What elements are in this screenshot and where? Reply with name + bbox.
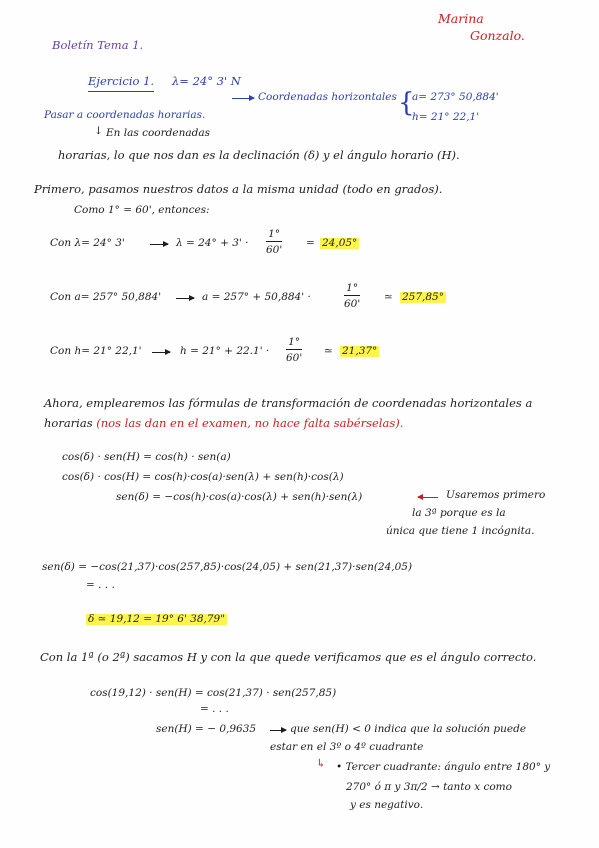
substitution-dots: = . . . [86, 579, 115, 591]
hour-angle-equation: cos(19,12) · sen(H) = cos(21,37) · sen(257,85) [90, 687, 337, 699]
fraction-numerator: 1° [344, 282, 360, 296]
step1-intro: Primero, pasamos nuestros datos a la misma unidad (todo en grados). [34, 182, 443, 196]
task-statement: Pasar a coordenadas horarias. [44, 109, 206, 121]
altitude-result: 21,37° [342, 345, 378, 357]
altitude-conversion-lhs: Con h= 21° 22,1' [50, 345, 142, 357]
arrow-lambda [150, 244, 168, 245]
formula-note-line3: única que tiene 1 incógnita. [386, 525, 535, 537]
page-title: Boletín Tema 1. [52, 38, 144, 52]
lambda-conversion-lhs: Con λ= 24° 3' [50, 237, 125, 249]
hook-arrow-icon: ↳ [316, 756, 326, 770]
exercise-label: Ejercicio 1. [88, 74, 155, 88]
arrow-altitude [152, 352, 170, 353]
horarias-word: horarias [44, 416, 93, 430]
author-last-name: Gonzalo. [470, 28, 525, 43]
author-first-name: Marina [438, 11, 484, 26]
bullet-line3: y es negativo. [350, 799, 424, 811]
azimuth-fraction [344, 282, 360, 310]
declination-result: δ ≃ 19,12 = 19° 6' 38,79" [88, 613, 226, 625]
approx-sign: ≃ [384, 291, 393, 303]
step2-intro-line1: Ahora, emplearemos las fórmulas de transformación de coordenadas horizontales a [44, 396, 533, 410]
altitude-given: h= 21° 22,1' [412, 111, 480, 123]
arrow-azimuth [176, 298, 194, 299]
transform-formula-3: sen(δ) = −cos(h)·cos(a)·cos(λ) + sen(h)·sen(λ) [116, 491, 363, 503]
arrow-to-horizontal [232, 98, 254, 99]
lambda-conversion-rhs: λ = 24° + 3' · [176, 237, 249, 249]
fraction-denominator: 60' [266, 244, 283, 256]
approx-sign: ≃ [324, 345, 333, 357]
transform-formula-1: cos(δ) · sen(H) = cos(h) · sen(a) [62, 451, 231, 463]
horizontal-coords-label: Coordenadas horizontales [258, 91, 397, 103]
formula-note-line1: Usaremos primero [446, 489, 546, 501]
conclusion-line1: que sen(H) < 0 indica que la solución puede [290, 723, 527, 735]
sin-H-result: sen(H) = − 0,9635 [156, 723, 257, 735]
fraction-denominator: 60' [344, 298, 361, 310]
arrow-conclusion [270, 730, 286, 731]
altitude-fraction [286, 336, 302, 364]
azimuth-result: 257,85° [402, 291, 444, 303]
hour-angle-dots: = . . . [200, 703, 229, 715]
note-line-2: horarias, lo que nos dan es la declinación (δ) y el ángulo horario (H). [58, 148, 460, 162]
down-arrow-icon: ↓ [94, 125, 103, 137]
azimuth-conversion-lhs: Con a= 257° 50,884' [50, 291, 162, 303]
azimuth-conversion-rhs: a = 257° + 50,884' · [202, 291, 311, 303]
step2-intro-line2 [44, 418, 403, 430]
lambda-given: λ= 24° 3' N [172, 74, 241, 88]
step3-intro: Con la 1ª (o 2ª) sacamos H y con la que quede verificamos que es el ángulo correcto. [40, 650, 537, 664]
fraction-denominator: 60' [286, 352, 303, 364]
exam-note: (nos las dan en el examen, no hace falta sabérselas). [96, 416, 404, 430]
formula-note-line2: la 3ª porque es la [412, 507, 506, 519]
bullet-line1: • Tercer cuadrante: ángulo entre 180° y [336, 761, 551, 773]
arrow-to-formula-3 [418, 497, 438, 498]
fraction-numerator: 1° [266, 228, 282, 242]
exercise-underline [88, 91, 154, 92]
degree-conversion-note: Como 1° = 60', entonces: [74, 204, 210, 216]
equals-sign: = [306, 237, 315, 249]
azimuth-given: a= 273° 50,884' [412, 91, 499, 103]
brace-symbol: { [398, 88, 415, 118]
transform-formula-2: cos(δ) · cos(H) = cos(h)·cos(a)·sen(λ) + sen(h)·cos(λ) [62, 471, 344, 483]
note-line-1: En las coordenadas [106, 127, 210, 139]
fraction-numerator: 1° [286, 336, 302, 350]
altitude-conversion-rhs: h = 21° + 22.1' · [180, 345, 270, 357]
lambda-fraction [266, 228, 282, 256]
lambda-result: 24,05° [322, 237, 358, 249]
substitution-equation: sen(δ) = −cos(21,37)·cos(257,85)·cos(24,05) + sen(21,37)·sen(24,05) [42, 561, 413, 573]
bullet-line2: 270° ó π y 3π/2 → tanto x como [346, 781, 512, 793]
conclusion-line2: estar en el 3º o 4º cuadrante [270, 741, 424, 753]
